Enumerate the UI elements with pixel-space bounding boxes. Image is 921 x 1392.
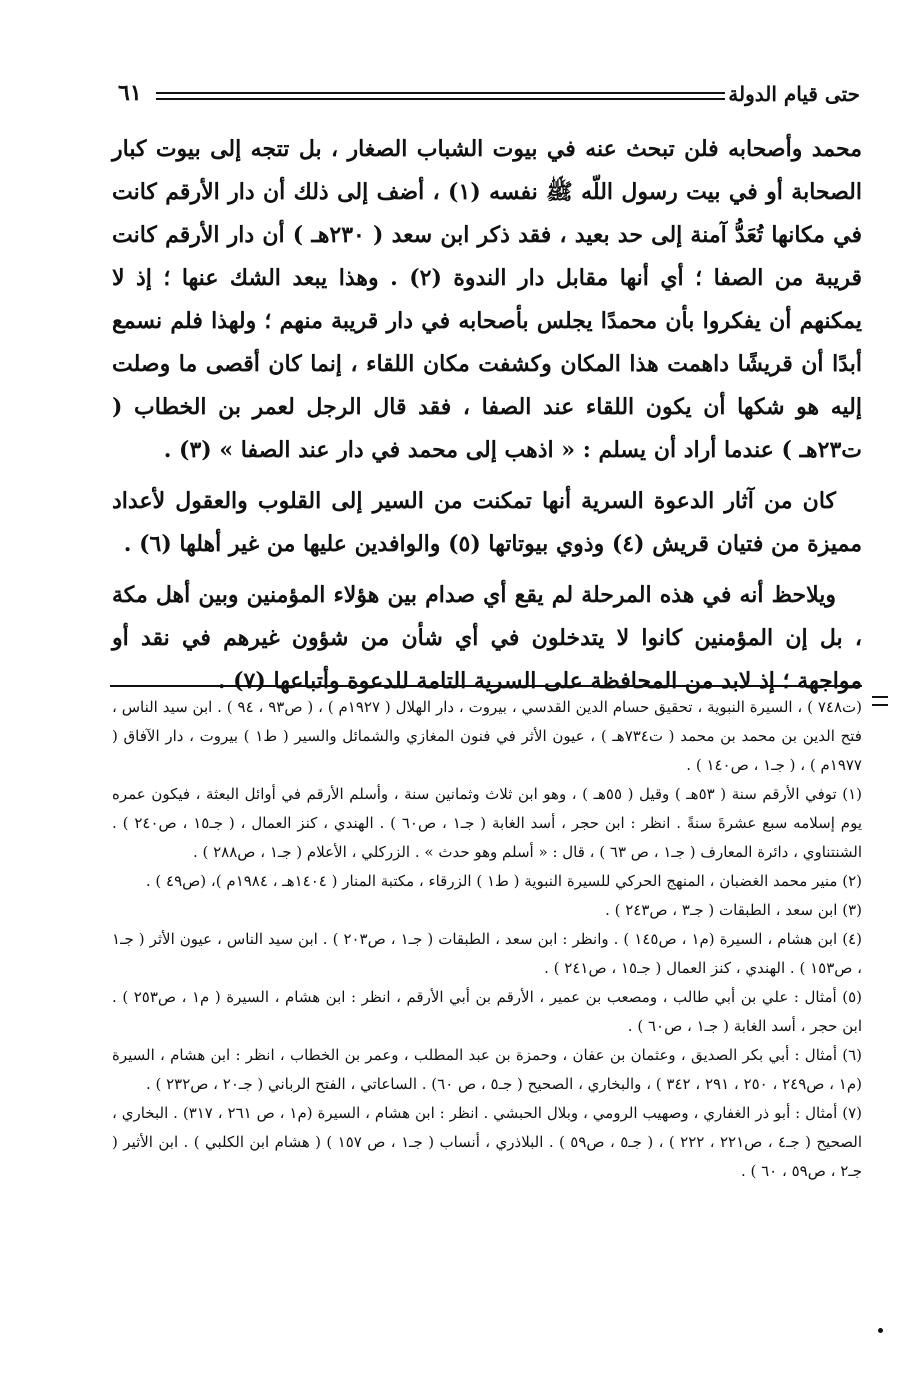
footnotes-2-3-row xyxy=(112,867,862,896)
footnote-7: (٧) أمثال : أبو ذر الغفاري ، وصهيب الرومي ، وبلال الحبشي . انظر : ابن هشام ، السيرة (م١ ، ص ٢٦١ ، ٣١٧) . البخاري ، الصحيح ( جـ٤ ، ص٢٢١ ، ٢٢٢ ) ، ( جـ٥ ، ص٥٩ ) . البلاذري ، أنساب ( جـ١ ، ص ١٥٧ ) ( هشام ابن الكلبي ) . ابن الأثير ( جـ٢ ، ص٥٩ ، ٦٠ ) . xyxy=(112,1104,863,1180)
footnote-2: (٢) منير محمد الغضبان ، المنهج الحركي للسيرة النبوية ( ط١ ) الزرقاء ، مكتبة المنار ( ١٤٠٤هـ ، ١٩٨٤م )، (ص٤٩ ) . xyxy=(145,872,862,890)
footnote-continuation: (ت٧٤٨ ) ، السيرة النبوية ، تحقيق حسام الدين القدسي ، بيروت ، دار الهلال ( ١٩٢٧م ) ، ( ص٩٣ ، ٩٤ ) . ابن سيد الناس ، فتح الدين بن محمد بن محمد ( ت٧٣٤هـ ) ، عيون الأثر في فنون المغازي والشمائل والسير ( ط١ ) بيروت ، دار الآفاق ( ١٩٧٧م ) ، ( جـ١ ، ص١٤٠ ) . xyxy=(112,698,862,774)
header-double-rule xyxy=(156,92,725,100)
running-title: حتى قيام الدولة xyxy=(728,82,860,106)
page-corner-dot xyxy=(878,1328,883,1333)
footnote-1: (١) توفي الأرقم سنة ( ٥٣هـ ) وقيل ( ٥٥هـ ) ، وهو ابن ثلاث وثمانين سنة ، وأسلم الأرقم في أوائل البعثة ، فيكون عمره يوم إسلامه سبع عشرةَ سنةً . انظر : ابن حجر ، أسد الغابة ( جـ١ ، ص٦٠ ) . الهندي ، كنز العمال ، ( جـ١٥ ، ص٢٤٠ ) . الشنتناوي ، دائرة المعارف ( جـ١ ، ص ٦٣ ) ، قال : « أسلم وهو حدث » . الزركلي ، الأعلام ( جـ١ ، ص٢٨٨ ) . xyxy=(112,785,863,861)
footnote-continuation-mark xyxy=(872,696,888,706)
main-text xyxy=(112,128,862,711)
page-header xyxy=(118,80,860,114)
page-number: ٦١ xyxy=(118,80,142,106)
footnote-separator xyxy=(110,685,862,687)
footnotes xyxy=(112,693,862,1186)
footnote-3: (٣) ابن سعد ، الطبقات ( جـ٣ ، ص٢٤٣ ) . xyxy=(605,901,862,919)
footnote-4: (٤) ابن هشام ، السيرة (م١ ، ص١٤٥ ) . وانظر : ابن سعد ، الطبقات ( جـ١ ، ص٢٠٣ ) . ابن سيد الناس ، عيون الأثر ( جـ١ ، ص١٥٣ ) . الهندي ، كنز العمال ( جـ١٥ ، ص٢٤١ ) . xyxy=(112,930,862,977)
footnote-6: (٦) أمثال : أبي بكر الصديق ، وعثمان بن عفان ، وحمزة بن عبد المطلب ، وعمر بن الخطاب ، انظر : ابن هشام ، السيرة (م١ ، ص٢٤٩ ، ٢٥٠ ، ٢٩١ ، ٣٤٢ ) ، والبخاري ، الصحيح ( جـ٥ ، ص ٦٠) . الساعاتي ، الفتح الرباني ( جـ٢٠ ، ص٢٣٢ ) . xyxy=(112,1046,862,1093)
paragraph-2: كان من آثار الدعوة السرية أنها تمكنت من السير إلى القلوب والعقول لأعداد مميزة من فتيان قريش (٤) وذوي بيوتاتها (٥) والوافدين عليها من غير أهلها (٦) . xyxy=(112,488,862,557)
footnote-5: (٥) أمثال : علي بن أبي طالب ، ومصعب بن عمير ، الأرقم بن أبي الأرقم ، انظر : ابن هشام ، السيرة ( م١ ، ص٢٥٣ ) . ابن حجر ، أسد الغابة ( جـ١ ، ص٦٠ ) . xyxy=(112,988,862,1035)
paragraph-3: ويلاحظ أنه في هذه المرحلة لم يقع أي صدام بين هؤلاء المؤمنين وبين أهل مكة ، بل إن المؤمنين كانوا لا يتدخلون في أي شأن من شؤون غيرهم في نقد أو مواجهة ؛ إذ لابد من المحافظة على السرية التامة للدعوة وأتباعها (٧) . xyxy=(112,582,862,694)
paragraph-1: محمد وأصحابه فلن تبحث عنه في بيوت الشباب الصغار ، بل تتجه إلى بيوت كبار الصحابة أو في بيت رسول اللّه ﷺ نفسه (١) ، أضف إلى ذلك أن دار الأرقم كانت في مكانها تُعَدُّ آمنة إلى حد بعيد ، فقد ذكر ابن سعد ( ٢٣٠هـ ) أن دار الأرقم كانت قريبة من الصفا ؛ أي أنها مقابل دار الندوة (٢) . وهذا يبعد الشك عنها ؛ إذ لا يمكنهم أن يفكروا بأن محمدًا يجلس بأصحابه في دار قريبة منهم ؛ ولهذا فلم نسمع أبدًا أن قريشًا داهمت هذا المكان وكشفت مكان اللقاء ، إنما كان أقصى ما وصلت إليه هو شكها أن يكون اللقاء عند الصفا ، فقد قال الرجل لعمر بن الخطاب ( ت٢٣هـ ) عندما أراد أن يسلم : « اذهب إلى محمد في دار عند الصفا » (٣) . xyxy=(112,136,862,463)
